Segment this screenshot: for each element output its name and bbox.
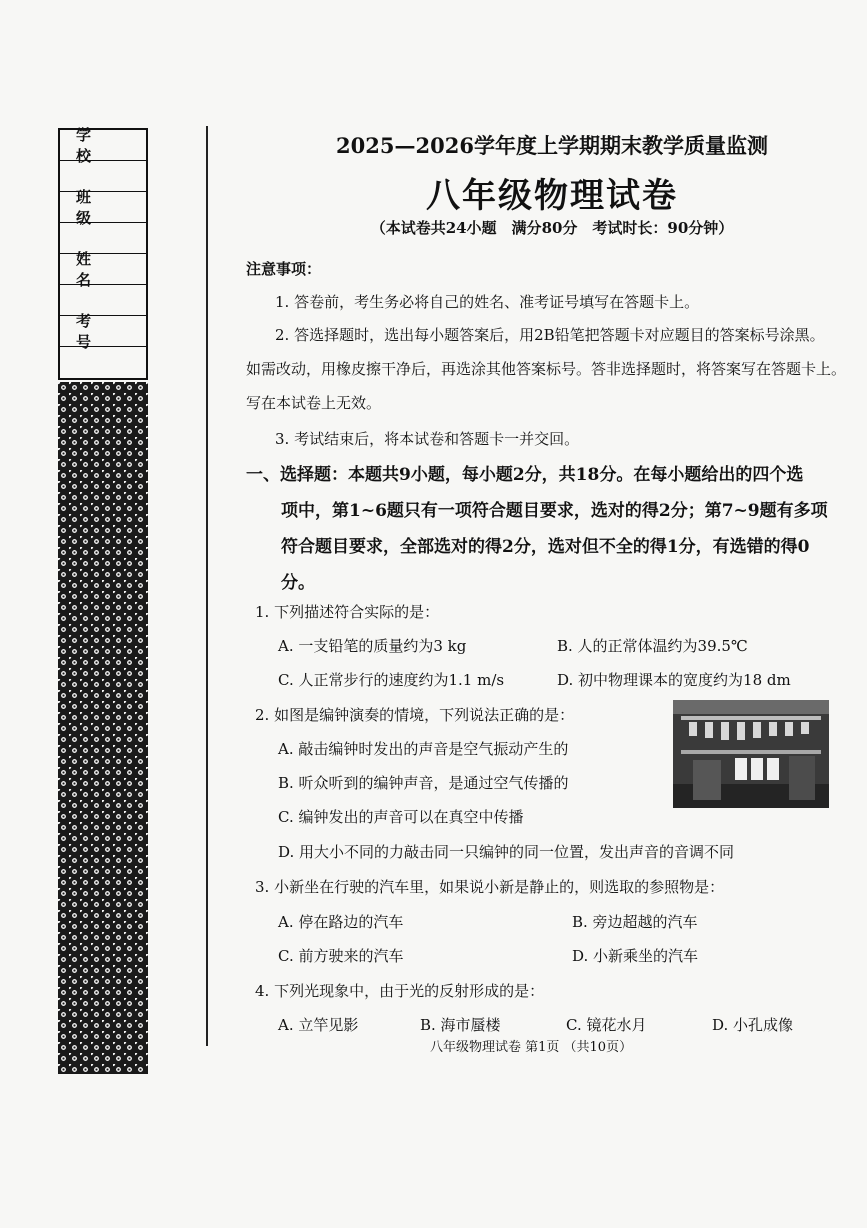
note-2-end: 写在本试卷上无效。	[246, 394, 382, 412]
q1-option-d: D. 初中物理课本的宽度约为18 dm	[557, 671, 791, 689]
q1-option-a: A. 一支铅笔的质量约为3 kg	[278, 637, 467, 655]
exam-info: （本试卷共24小题 满分80分 考试时长：90分钟）	[370, 219, 734, 237]
q4-option-c: C. 镜花水月	[566, 1016, 647, 1034]
q1-stem: 1. 下列描述符合实际的是：	[255, 603, 440, 621]
q2-option-c: C. 编钟发出的声音可以在真空中传播	[278, 808, 524, 826]
q2-option-b: B. 听众听到的编钟声音，是通过空气传播的	[278, 774, 569, 792]
section-1-line-2: 项中，第1~6题只有一项符合题目要求，选对的得2分；第7~9题有多项	[281, 501, 828, 521]
school-label: 学 校	[60, 130, 146, 161]
bianzhong-illustration	[673, 700, 829, 808]
q3-option-d: D. 小新乘坐的汽车	[572, 947, 699, 965]
q4-stem: 4. 下列光现象中，由于光的反射形成的是：	[255, 982, 545, 1000]
bianzhong-photo	[673, 700, 829, 808]
student-info-box	[58, 128, 148, 380]
security-pattern	[58, 382, 148, 1074]
exam-subtitle: 2025—2026学年度上学期期末教学质量监测	[336, 133, 768, 158]
q4-option-d: D. 小孔成像	[712, 1016, 794, 1034]
note-2-cont: 如需改动，用橡皮擦干净后，再选涂其他答案标号。答非选择题时，将答案写在答题卡上。	[246, 360, 847, 378]
note-1: 1. 答卷前，考生务必将自己的姓名、准考证号填写在答题卡上。	[275, 293, 700, 311]
q1-option-b: B. 人的正常体温约为39.5℃	[557, 637, 748, 655]
name-label: 姓 名	[60, 254, 146, 285]
q3-option-c: C. 前方驶来的汽车	[278, 947, 404, 965]
exam-id-label: 考 号	[60, 316, 146, 347]
q4-option-a: A. 立竿见影	[278, 1016, 359, 1034]
q3-stem: 3. 小新坐在行驶的汽车里，如果说小新是静止的，则选取的参照物是：	[255, 878, 725, 896]
section-1-line-4: 分。	[281, 573, 315, 593]
page-footer: 八年级物理试卷 第1页 （共10页）	[430, 1040, 633, 1055]
q4-option-b: B. 海市蜃楼	[420, 1016, 501, 1034]
section-1-line-3: 符合题目要求，全部选对的得2分，选对但不全的得1分，有选错的得0	[281, 537, 810, 557]
q3-option-b: B. 旁边超越的汽车	[572, 913, 698, 931]
note-3: 3. 考试结束后，将本试卷和答题卡一并交回。	[275, 430, 580, 448]
note-2: 2. 答选择题时，选出每小题答案后，用2B铅笔把答题卡对应题目的答案标号涂黑。	[275, 326, 825, 344]
binding-line	[206, 126, 208, 1046]
q3-option-a: A. 停在路边的汽车	[278, 913, 404, 931]
q2-stem: 2. 如图是编钟演奏的情境，下列说法正确的是：	[255, 706, 575, 724]
class-label: 班 级	[60, 192, 146, 223]
q1-option-c: C. 人正常步行的速度约为1.1 m/s	[278, 671, 505, 689]
notes-heading: 注意事项：	[246, 260, 322, 278]
q2-option-a: A. 敲击编钟时发出的声音是空气振动产生的	[278, 740, 569, 758]
exam-title: 八年级物理试卷	[426, 176, 678, 216]
q2-option-d: D. 用大小不同的力敲击同一只编钟的同一位置，发出声音的音调不同	[278, 843, 735, 861]
section-1-line-1: 一、选择题：本题共9小题，每小题2分，共18分。在每小题给出的四个选	[246, 465, 804, 485]
